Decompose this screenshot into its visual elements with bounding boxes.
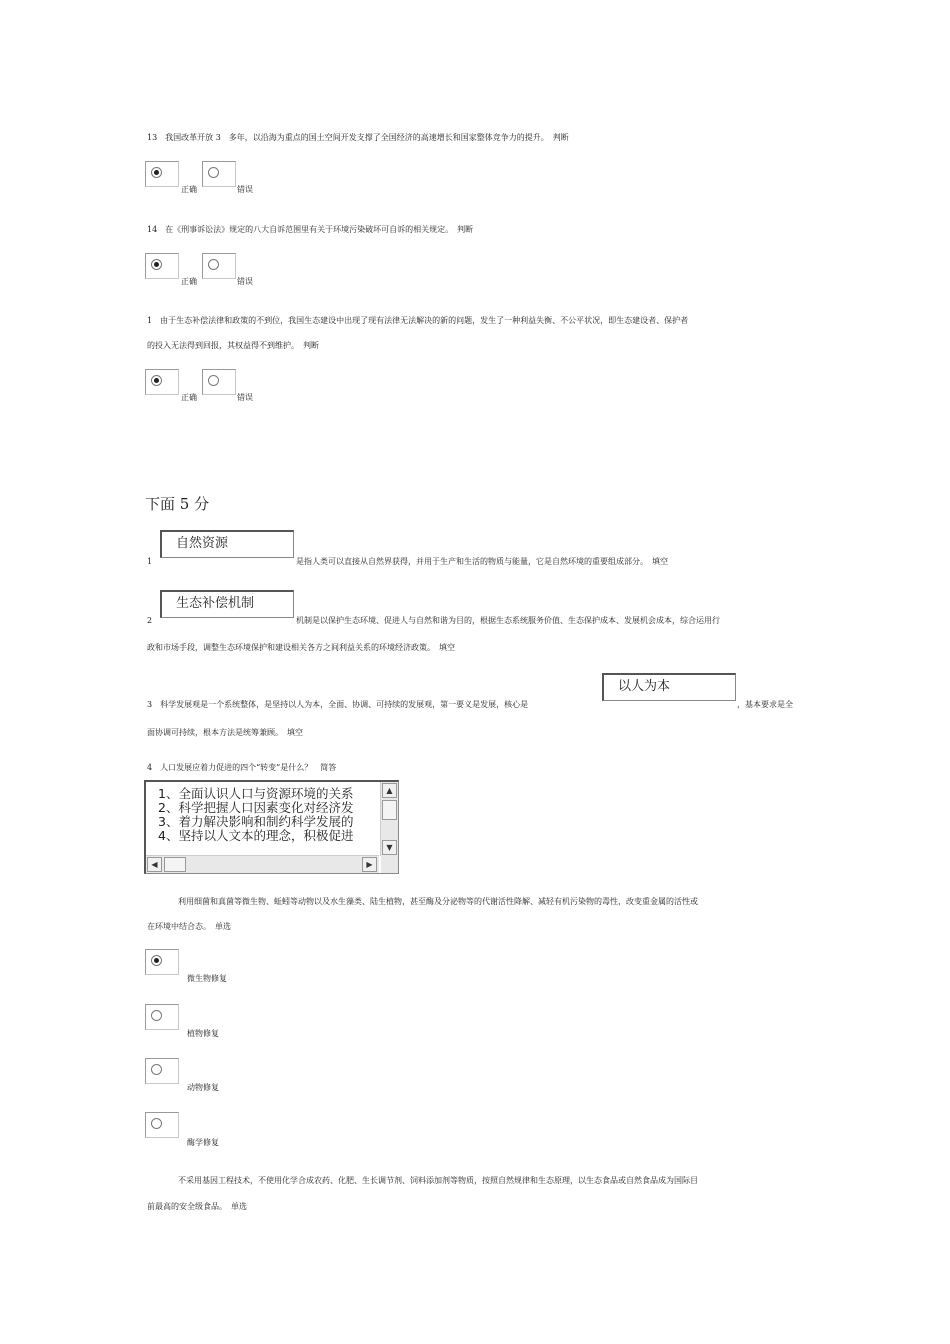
fill2-text-line1: 机制是以保护生态环境、促进人与自然和谐为目的，根据生态系统服务价值、生态保护成本、发展机会成本，综合运用行 [296, 616, 720, 625]
q14-radio-false[interactable] [202, 253, 236, 279]
q13-label-true: 正确 [181, 185, 197, 194]
single1-radio-option3[interactable] [145, 1058, 179, 1084]
single1-option3-label: 动物修复 [187, 1083, 219, 1092]
question-14-text: 14 在《刑事诉讼法》规定的八大自诉范围里有关于环境污染破坏可自诉的相关规定。 判断 [147, 225, 474, 234]
radio-empty-icon [151, 1064, 162, 1075]
horizontal-scrollbar[interactable] [146, 855, 379, 873]
single2-text-line2: 前最高的安全级食品。 单选 [147, 1202, 247, 1211]
scroll-up-icon[interactable]: ▲ [382, 783, 397, 798]
q14-radio-true[interactable] [145, 253, 179, 279]
q4-answer-textarea[interactable] [144, 780, 399, 874]
q1-label-true: 正确 [181, 393, 197, 402]
vertical-scrollbar[interactable] [380, 782, 398, 856]
answer-line: 1、全面认识人口与资源环境的关系 [158, 786, 354, 801]
single1-option1-label: 微生物修复 [187, 974, 227, 983]
q13-radio-true[interactable] [145, 161, 179, 187]
answer-line: 4、坚持以人文本的理念，积极促进 [158, 828, 354, 843]
single1-radio-option4[interactable] [145, 1112, 179, 1138]
section-title: 下面 5 分 [145, 495, 210, 513]
q14-label-false: 错误 [237, 277, 253, 286]
vertical-scroll-thumb[interactable] [382, 800, 397, 820]
single1-text-line2: 在环境中结合态。 单选 [147, 922, 231, 931]
radio-selected-icon [151, 259, 162, 270]
radio-selected-icon [151, 375, 162, 386]
fill3-text-post: ，基本要求是全 [737, 700, 793, 709]
single1-radio-option2[interactable] [145, 1004, 179, 1030]
single1-option2-label: 植物修复 [187, 1029, 219, 1038]
single1-radio-option1[interactable] [145, 949, 179, 975]
q13-label-false: 错误 [237, 185, 253, 194]
question-4-text: 4 人口发展应着力促进的四个“转变”是什么？ 简答 [147, 763, 337, 772]
radio-empty-icon [208, 375, 219, 386]
radio-empty-icon [151, 1118, 162, 1129]
fill1-text: 是指人类可以直接从自然界获得，并用于生产和生活的物质与能量，它是自然环境的重要组成部分。 填空 [296, 557, 668, 566]
single1-text-line1: 利用细菌和真菌等微生物、蚯蚓等动物以及水生藻类、陆生植物，甚至酶及分泌物等的代谢活性降解、减轻有机污染物的毒性，改变重金属的活性或 [178, 897, 698, 906]
q1-label-false: 错误 [237, 393, 253, 402]
q1-radio-true[interactable] [145, 369, 179, 395]
fill3-text-pre: 3 科学发展观是一个系统整体，是坚持以人为本，全面、协调、可持续的发展观，第一要义是发展，核心是 [147, 700, 529, 709]
radio-empty-icon [151, 1010, 162, 1021]
fill3-text-line2: 面协调可持续，根本方法是统筹兼顾。 填空 [147, 728, 303, 737]
q1-radio-false[interactable] [202, 369, 236, 395]
horizontal-scroll-thumb[interactable] [164, 857, 186, 872]
question-1-text-line2: 的投入无法得到回报，其权益得不到维护。 判断 [147, 341, 319, 350]
radio-selected-icon [151, 167, 162, 178]
fill2-answer-input[interactable]: 生态补偿机制 [160, 590, 294, 618]
q13-radio-false[interactable] [202, 161, 236, 187]
fill2-text-line2: 政和市场手段，调整生态环境保护和建设相关各方之间利益关系的环境经济政策。 填空 [147, 643, 455, 652]
radio-empty-icon [208, 167, 219, 178]
question-1-text-line1: 1 由于生态补偿法律和政策的不到位，我国生态建设中出现了现有法律无法解决的新的问题，发生了一种利益失衡、不公平状况，即生态建设者、保护者 [147, 316, 689, 325]
fill1-answer-input[interactable]: 自然资源 [160, 530, 294, 558]
single1-option4-label: 酶学修复 [187, 1138, 219, 1147]
question-13-text: 13 我国改革开放 3 多年，以沿海为重点的国土空间开发支撑了全国经济的高速增长和国家整体竞争力的提升。 判断 [147, 133, 569, 142]
q14-label-true: 正确 [181, 277, 197, 286]
scroll-left-icon[interactable]: ◀ [147, 857, 162, 872]
answer-line: 3、着力解决影响和制约科学发展的 [158, 814, 354, 829]
radio-selected-icon [151, 955, 162, 966]
scrollbar-corner [381, 856, 398, 873]
fill1-number: 1 [147, 557, 153, 566]
single2-text-line1: 不采用基因工程技术，不使用化学合成农药、化肥、生长调节剂、饲料添加剂等物质，按照自然规律和生态原理，以生态食品或自然食品成为国际目 [178, 1176, 698, 1185]
fill3-answer-input[interactable]: 以人为本 [602, 673, 736, 701]
scroll-right-icon[interactable]: ▶ [362, 857, 377, 872]
answer-line: 2、科学把握人口因素变化对经济发 [158, 800, 354, 815]
fill2-number: 2 [147, 616, 153, 625]
radio-empty-icon [208, 259, 219, 270]
scroll-down-icon[interactable]: ▼ [382, 840, 397, 855]
